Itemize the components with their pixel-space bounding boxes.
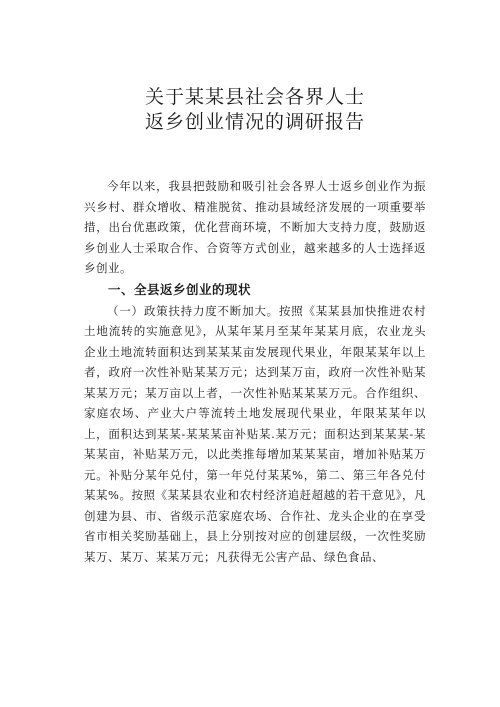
document-title (84, 85, 426, 135)
title-line-1: 关于某某县社会各界人士 (144, 86, 365, 108)
intro-paragraph: 今年以来，我县把鼓励和吸引社会各界人士返乡创业作为振兴乡村、群众增收、精准脱贫、推动县域经济发展的一项重要举措，出台优惠政策，优化营商环境，不断加大支持力度，鼓励返乡创业人士采取合作、合资等方式创业，越来越多的人士选择返乡创业。 (84, 179, 426, 275)
section-1-paragraph: （一）政策扶持力度不断加大。按照《某某县加快推进农村土地流转的实施意见》，从某年某月至某年某某月底，农业龙头企业土地流转面积达到某某某亩发展现代果业，年限某某年以上者，政府一次性补贴某某万元；达到某万亩，政府一次性补贴某某某万元；某万亩以上者，一次性补贴某某某万元。合作组织、家庭农场、产业大户等流转土地发展现代果业，年限某某年以上，面积达到某某-某某某亩补贴某.某万元；面积达到某某某-某某某亩，补贴某万元，以此类推每增加某某某亩，增加补贴某万元。补贴分某年兑付，第一年兑付某某%，第二、第三年各兑付某某%。按照《某某县农业和农村经济追赶超越的若干意见》，凡创建为县、市、省级示范家庭农场、合作社、龙头企业的在享受省市相关奖励基础上，县上分别按对应的创建层级，一次性奖励某万、某万、某某万元；凡获得无公害产品、绿色食品、 (84, 303, 426, 564)
section-heading: 一、全县返乡创业的现状 (108, 281, 252, 297)
title-line-2: 返乡创业情况的调研报告 (144, 111, 365, 133)
